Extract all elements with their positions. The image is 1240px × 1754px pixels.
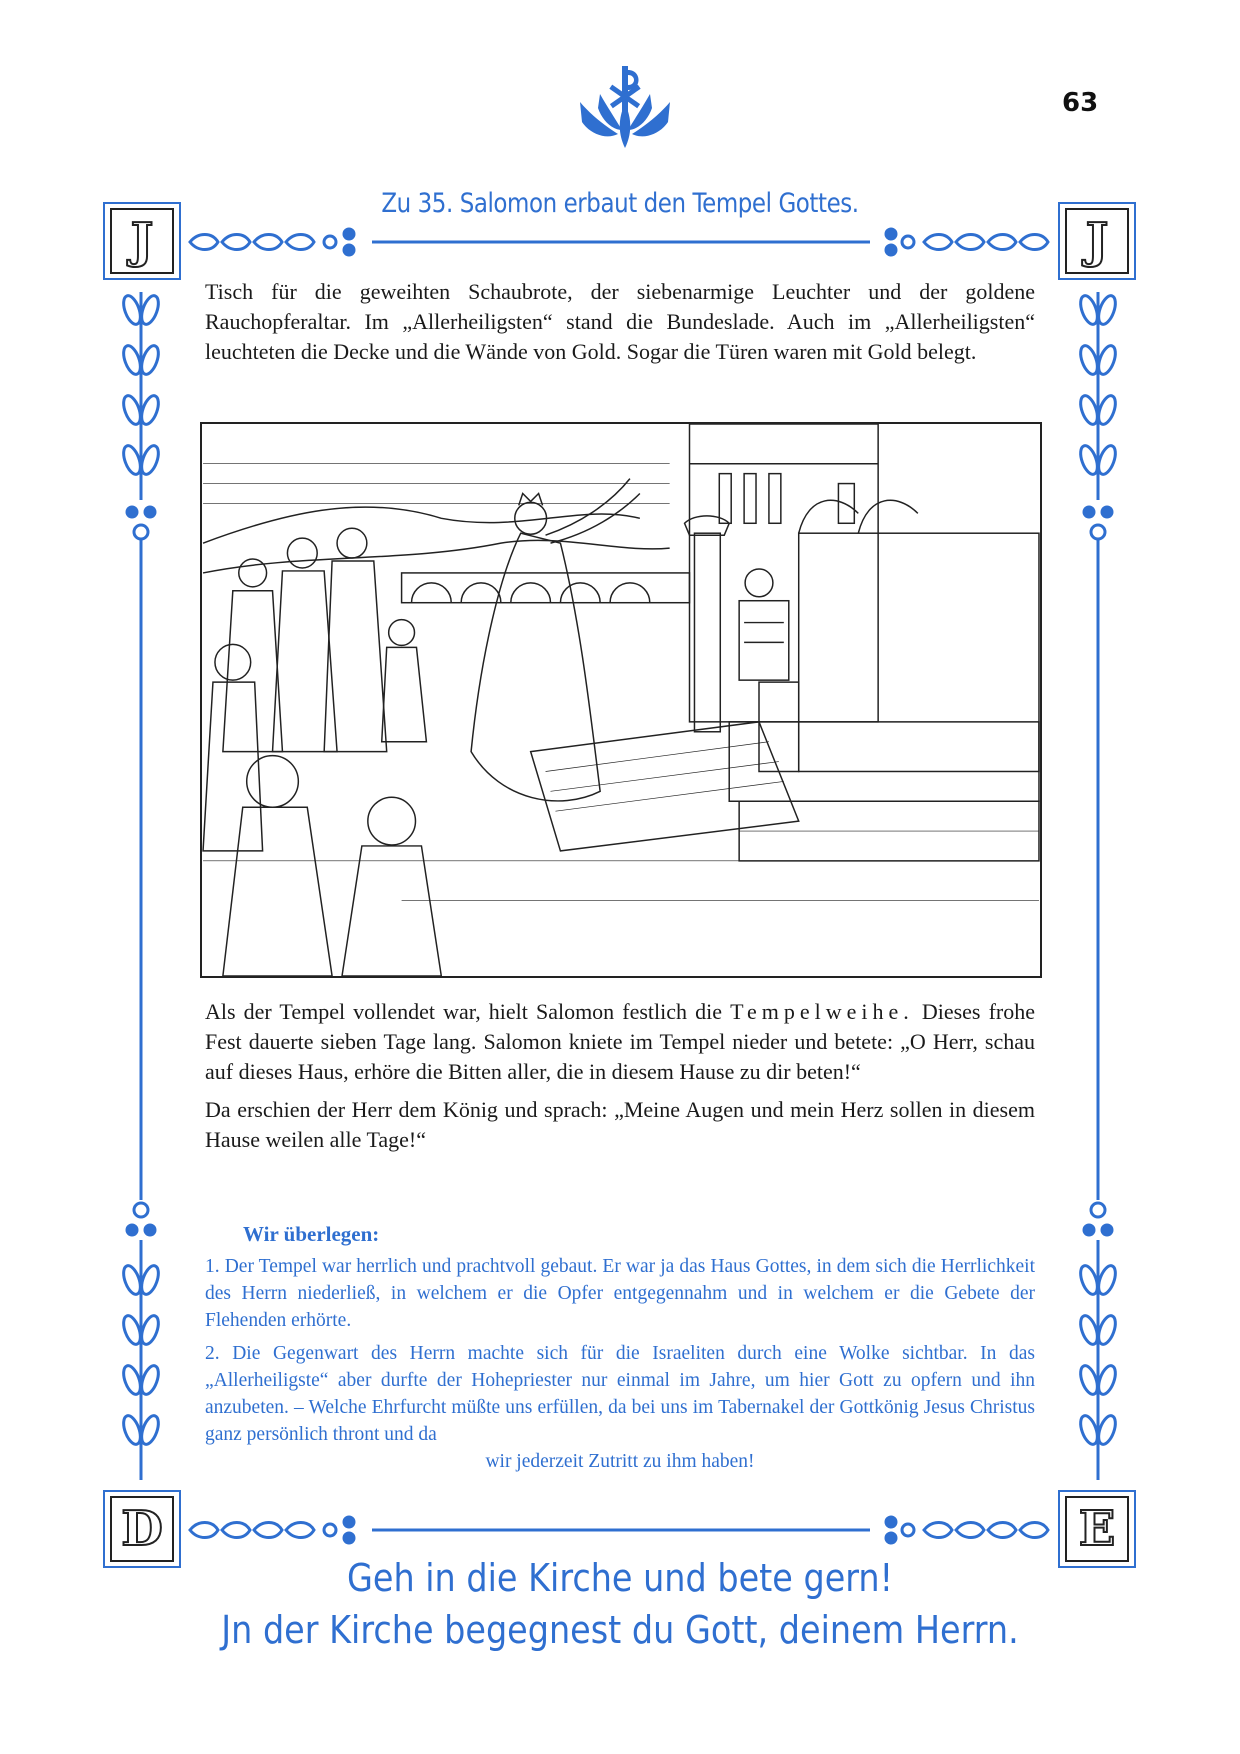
top-right-ornament [886,229,1048,255]
right-vertical-ornament [1077,292,1118,1480]
slogan [206,1552,1033,1656]
narrative-paragraph-2: Da erschien der Herr dem König und sprach: „Meine Augen und mein Herz sollen in diesem Hause weilen alle Tage!“ [205,1097,1035,1152]
bottom-left-ornament [190,1517,870,1543]
reflection-item-1: 1. Der Tempel war herrlich und prachtvoll gebaut. Er war ja das Haus Gottes, in dem sich die Herrlichkeit des Herrn niederließ, in welchem er die Opfer entgegennahm und in welchem er die Gebete der Flehenden erhörte. [205,1256,1035,1331]
emphasized-word: Tempelweihe. [730,999,914,1024]
corner-letter-bottom-right: E [1058,1490,1136,1568]
reflection-item-2: 2. Die Gegenwart des Herrn machte sich für die Israeliten durch eine Wolke sichtbar. In das „Allerheiligste“ aber durfte der Hohepriester nur einmal im Jahre, um hier Gott zu opfern und ihn anzubeten. – Welche Ehrfurcht müßte uns erfüllen, da bei uns im Tabernakel der Gottkönig Jesus Christus ganz persönlich thront und da [205,1343,1035,1445]
chapter-title: Zu 35. Salomon erbaut den Tempel Gottes. [381,188,859,219]
intro-text: Tisch für die geweihten Schaubrote, der siebenarmige Leuchter und der goldene Rauchopferaltar. Im „Allerheiligsten“ stand die Bundeslade. Auch im „Allerheiligsten“ leuchteten die Decke und die Wände von Gold. Sogar die Türen waren mit Gold belegt. [205,279,1035,364]
corner-letter-top-left: J [103,202,181,280]
reflection-title: Wir überlegen: [243,1222,380,1246]
temple-illustration [200,422,1042,978]
slogan-line-1: Geh in die Kirche und bete gern! [346,1556,894,1600]
corner-letter-bottom-left: D [103,1490,181,1568]
left-vertical-ornament [120,292,161,1480]
narrative-paragraph-1: Als der Tempel vollendet war, hielt Salomon festlich die Tempelweihe. Dieses frohe Fest dauerte sieben Tage lang. Salomon kniete im Tempel nieder und betete: „O Herr, schau auf dieses Haus, erhöre die Bitten aller, die in diesem Hause zu dir beten!“ [205,999,1035,1084]
intro-paragraph [205,277,1035,367]
corner-letter-top-right: J [1058,202,1136,280]
bottom-right-ornament [886,1517,1048,1543]
reflection-item-2-last-line: wir jederzeit Zutritt zu ihm haben! [485,1451,755,1472]
page-number: 63 [1062,88,1099,118]
narrative-text [205,997,1035,1163]
top-left-ornament [190,229,870,255]
slogan-line-2: Jn der Kirche begegnest du Gott, deinem Herrn. [221,1608,1019,1652]
reflection-list [205,1253,1035,1475]
